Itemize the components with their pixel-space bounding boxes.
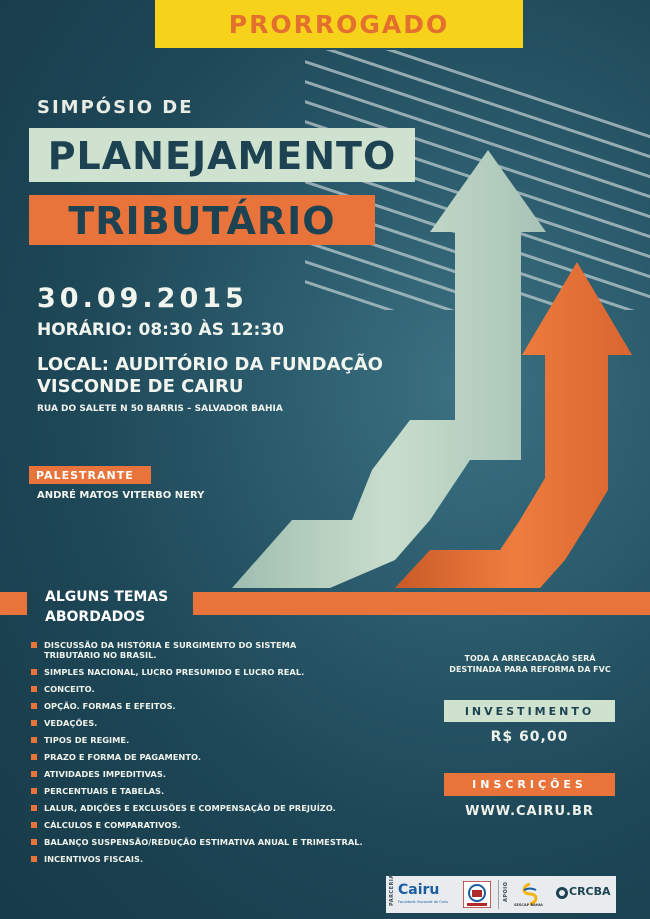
status-banner: PRORROGADO: [155, 0, 523, 48]
list-item: TIPOS DE REGIME.: [31, 735, 363, 745]
cairu-logo: Cairu: [398, 882, 440, 898]
registration-label: INSCRIÇÕES: [444, 773, 615, 796]
event-title-line1: PLANEJAMENTO: [29, 128, 415, 182]
crc-logo: CRCBA: [569, 885, 611, 898]
bullet-icon: [31, 822, 37, 828]
topics-list: [31, 640, 363, 871]
bullet-icon: [31, 805, 37, 811]
list-item: DISCUSSÃO DA HISTÓRIA E SURGIMENTO DO SISTEMA TRIBUTÁRIO NO BRASIL.: [31, 640, 363, 660]
speaker-name: ANDRÉ MATOS VITERBO NERY: [37, 490, 205, 501]
list-item: SIMPLES NACIONAL, LUCRO PRESUMIDO E LUCRO REAL.: [31, 667, 363, 677]
event-subtitle: SIMPÓSIO DE: [37, 97, 194, 118]
crc-logo-icon: [555, 886, 569, 900]
donation-note: TODA A ARRECADAÇÃO SERÁ DESTINADA PARA REFORMA DA FVC: [449, 654, 611, 674]
topics-bar-right: [193, 592, 650, 615]
bullet-icon: [31, 720, 37, 726]
bullet-icon: [31, 703, 37, 709]
crest-icon: [463, 881, 491, 908]
partnership-label: PARCERIA: [389, 874, 395, 906]
event-location-line2: VISCONDE DE CAIRU: [37, 376, 244, 397]
event-title-line2: TRIBUTÁRIO: [29, 195, 375, 245]
list-item: INCENTIVOS FISCAIS.: [31, 854, 363, 864]
event-address: RUA DO SALETE N 50 BARRIS – SALVADOR BAHIA: [37, 404, 283, 414]
bullet-icon: [31, 856, 37, 862]
list-item: CÁLCULOS E COMPARATIVOS.: [31, 820, 363, 830]
event-date: 30.09.2015: [37, 283, 248, 314]
cairu-subtitle: Faculdade Visconde de Cairu: [398, 900, 449, 904]
list-item: PERCENTUAIS E TABELAS.: [31, 786, 363, 796]
investment-value: R$ 60,00: [490, 729, 569, 745]
support-label: APOIO: [503, 881, 509, 902]
topics-title-line1: ALGUNS TEMAS: [45, 589, 169, 605]
list-item: VEDAÇÕES.: [31, 718, 363, 728]
bullet-icon: [31, 669, 37, 675]
list-item: CONCEITO.: [31, 684, 363, 694]
bullet-icon: [31, 788, 37, 794]
event-location-line1: LOCAL: AUDITÓRIO DA FUNDAÇÃO: [37, 354, 383, 375]
bullet-icon: [31, 642, 37, 648]
sescap-text: SESCAP BAHIA: [514, 903, 543, 907]
list-item: OPÇÃO. FORMAS E EFEITOS.: [31, 701, 363, 711]
list-item: LALUR, ADIÇÕES E EXCLUSÕES E COMPENSAÇÃO DE PREJUÍZO.: [31, 803, 363, 813]
topics-bar-left: [0, 592, 27, 615]
logo-divider: [498, 880, 499, 909]
bullet-icon: [31, 771, 37, 777]
bullet-icon: [31, 737, 37, 743]
speaker-label: PALESTRANTE: [29, 466, 151, 484]
bullet-icon: [31, 686, 37, 692]
registration-link[interactable]: WWW.CAIRU.BR: [465, 804, 594, 819]
bullet-icon: [31, 754, 37, 760]
topics-title-line2: ABORDADOS: [45, 609, 146, 625]
sponsor-logos: [386, 876, 616, 913]
event-time: HORÁRIO: 08:30 ÀS 12:30: [37, 320, 284, 340]
bullet-icon: [31, 839, 37, 845]
list-item: PRAZO E FORMA DE PAGAMENTO.: [31, 752, 363, 762]
topics-title: [45, 587, 168, 627]
list-item: BALANÇO SUSPENSÃO/REDUÇÃO ESTIMATIVA ANUAL E TRIMESTRAL.: [31, 837, 363, 847]
list-item: ATIVIDADES IMPEDITIVAS.: [31, 769, 363, 779]
investment-label: INVESTIMENTO: [444, 700, 615, 722]
